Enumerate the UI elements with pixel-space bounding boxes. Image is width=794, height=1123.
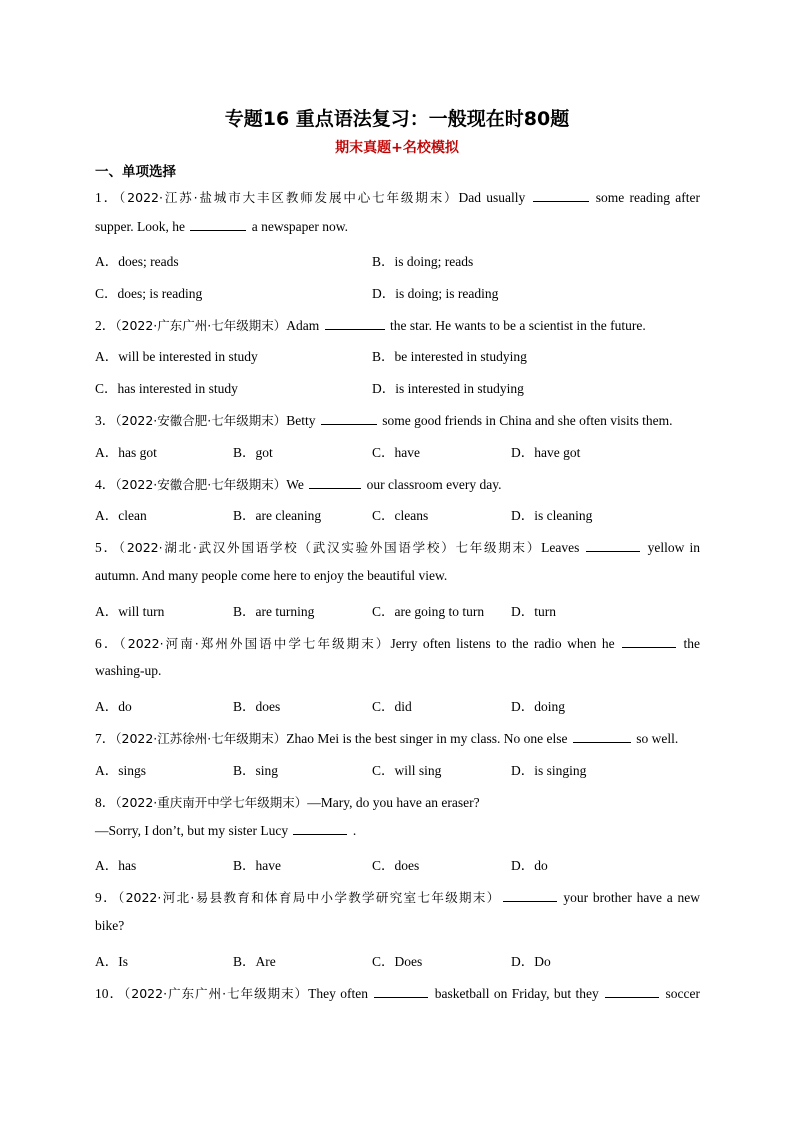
answer-blank[interactable] bbox=[605, 985, 659, 998]
question-stem: soccer bbox=[665, 986, 700, 1001]
answer-blank[interactable] bbox=[622, 635, 676, 648]
option-c[interactable]: C．cleans bbox=[372, 508, 429, 523]
answer-blank[interactable] bbox=[374, 985, 428, 998]
question-source: （2022·广东广州·七年级期末） bbox=[124, 986, 309, 1001]
question-number: 6． bbox=[95, 636, 120, 651]
question-stem: some good friends in China and she often visits them. bbox=[382, 413, 673, 428]
question-stem: supper. Look, he bbox=[95, 219, 185, 234]
answer-blank[interactable] bbox=[309, 476, 361, 489]
question-5-line-1 bbox=[95, 536, 700, 556]
option-d[interactable]: D．doing bbox=[511, 699, 565, 714]
question-8-line-1 bbox=[95, 791, 700, 811]
option-b[interactable]: B．be interested in studying bbox=[372, 349, 527, 364]
question-number: 7． bbox=[95, 731, 116, 746]
option-d[interactable]: D．is singing bbox=[511, 763, 587, 778]
answer-blank[interactable] bbox=[573, 730, 631, 743]
option-a[interactable]: A．has got bbox=[95, 445, 157, 460]
question-stem: your brother have a new bbox=[563, 890, 700, 905]
question-source: （2022·广东广州·七年级期末） bbox=[115, 318, 287, 333]
question-source: （2022·安徽合肥·七年级期末） bbox=[115, 477, 287, 492]
option-c[interactable]: C．Does bbox=[372, 954, 423, 969]
answer-blank[interactable] bbox=[533, 189, 589, 202]
question-stem: Betty bbox=[286, 413, 316, 428]
question-4-line-1 bbox=[95, 473, 700, 493]
page-subtitle: 期末真题+名校模拟 bbox=[335, 140, 459, 156]
option-d[interactable]: D．turn bbox=[511, 604, 556, 619]
question-stem: We bbox=[286, 477, 304, 492]
question-source: （2022·河南·郑州外国语中学七年级期末） bbox=[119, 636, 391, 651]
option-d[interactable]: D．do bbox=[511, 858, 548, 873]
question-stem: Jerry often listens to the radio when he bbox=[390, 636, 615, 651]
option-a[interactable]: A．clean bbox=[95, 508, 147, 523]
option-d[interactable]: D．Do bbox=[511, 954, 551, 969]
question-10-line-1 bbox=[95, 982, 700, 1002]
option-a[interactable]: A．do bbox=[95, 699, 132, 714]
option-d[interactable]: D．is cleaning bbox=[511, 508, 593, 523]
option-b[interactable]: B．are cleaning bbox=[233, 508, 322, 523]
question-number: 2． bbox=[95, 318, 116, 333]
option-d[interactable]: D．is interested in studying bbox=[372, 381, 524, 396]
question-number: 5． bbox=[95, 540, 119, 555]
question-3-line-1 bbox=[95, 409, 700, 429]
question-stem: —Mary, do you have an eraser? bbox=[307, 795, 480, 810]
option-a[interactable]: A．does; reads bbox=[95, 254, 179, 269]
option-b[interactable]: B．does bbox=[233, 699, 281, 714]
question-stem: bike? bbox=[95, 918, 125, 933]
question-stem: so well. bbox=[636, 731, 679, 746]
question-6-line-2 bbox=[95, 663, 700, 679]
question-6-line-1 bbox=[95, 632, 700, 652]
question-stem: They often bbox=[308, 986, 368, 1001]
question-stem: the bbox=[683, 636, 700, 651]
question-stem: Dad usually bbox=[458, 190, 526, 205]
question-number: 3． bbox=[95, 413, 116, 428]
question-1-line-1 bbox=[95, 186, 700, 206]
option-c[interactable]: C．does bbox=[372, 858, 420, 873]
question-source: （2022·重庆南开中学七年级期末） bbox=[115, 795, 308, 810]
option-b[interactable]: B．have bbox=[233, 858, 281, 873]
option-b[interactable]: B．got bbox=[233, 445, 273, 460]
section-heading: 一、单项选择 bbox=[95, 164, 176, 180]
question-number: 10． bbox=[95, 986, 125, 1001]
question-source: （2022·安徽合肥·七年级期末） bbox=[115, 413, 287, 428]
question-stem: . bbox=[352, 823, 357, 838]
question-stem: —Sorry, I don’t, but my sister Lucy bbox=[95, 823, 289, 838]
question-8-line-2 bbox=[95, 822, 700, 839]
answer-blank[interactable] bbox=[293, 822, 347, 835]
question-source: （2022·江苏·盐城市大丰区教师发展中心七年级期末） bbox=[119, 190, 459, 205]
question-5-line-2 bbox=[95, 568, 700, 584]
question-stem: washing-up. bbox=[95, 663, 162, 678]
question-number: 4． bbox=[95, 477, 116, 492]
question-number: 1． bbox=[95, 190, 120, 205]
option-a[interactable]: A．will turn bbox=[95, 604, 165, 619]
question-source: （2022·河北·易县教育和体育局中小学教学研究室七年级期末） bbox=[117, 890, 501, 905]
option-b[interactable]: B．is doing; reads bbox=[372, 254, 474, 269]
question-stem: a newspaper now. bbox=[251, 219, 348, 234]
question-9-line-1 bbox=[95, 886, 700, 906]
option-b[interactable]: B．are turning bbox=[233, 604, 315, 619]
question-stem: Zhao Mei is the best singer in my class. No one else bbox=[286, 731, 568, 746]
answer-blank[interactable] bbox=[190, 218, 246, 231]
option-b[interactable]: B．Are bbox=[233, 954, 276, 969]
question-source: （2022·湖北·武汉外国语学校（武汉实验外国语学校）七年级期末） bbox=[118, 540, 542, 555]
answer-blank[interactable] bbox=[321, 412, 377, 425]
option-c[interactable]: C．does; is reading bbox=[95, 286, 203, 301]
question-source: （2022·江苏徐州·七年级期末） bbox=[115, 731, 287, 746]
option-c[interactable]: C．will sing bbox=[372, 763, 442, 778]
question-stem: the star. He wants to be a scientist in the future. bbox=[390, 318, 646, 333]
question-stem: our classroom every day. bbox=[366, 477, 502, 492]
question-7-line-1 bbox=[95, 727, 700, 747]
option-a[interactable]: A．sings bbox=[95, 763, 147, 778]
option-d[interactable]: D．is doing; is reading bbox=[372, 286, 499, 301]
question-number: 9． bbox=[95, 890, 118, 905]
question-9-line-2 bbox=[95, 918, 700, 934]
question-stem: some reading after bbox=[595, 190, 700, 205]
option-a[interactable]: A．Is bbox=[95, 954, 128, 969]
option-b[interactable]: B．sing bbox=[233, 763, 279, 778]
question-stem: basketball on Friday, but they bbox=[434, 986, 599, 1001]
question-number: 8． bbox=[95, 795, 116, 810]
option-a[interactable]: A．will be interested in study bbox=[95, 349, 258, 364]
option-c[interactable]: C．have bbox=[372, 445, 420, 460]
question-2-line-1 bbox=[95, 314, 700, 334]
question-stem: Leaves bbox=[541, 540, 580, 555]
option-c[interactable]: C．has interested in study bbox=[95, 381, 238, 396]
page-title: 专题16 重点语法复习：一般现在时80题 bbox=[224, 108, 570, 130]
option-d[interactable]: D．have got bbox=[511, 445, 581, 460]
question-stem: Adam bbox=[286, 318, 320, 333]
question-stem: yellow in bbox=[647, 540, 700, 555]
answer-blank[interactable] bbox=[503, 889, 557, 902]
option-c[interactable]: C．are going to turn bbox=[372, 604, 485, 619]
question-1-line-2 bbox=[95, 218, 700, 235]
option-a[interactable]: A．has bbox=[95, 858, 137, 873]
option-c[interactable]: C．did bbox=[372, 699, 412, 714]
answer-blank[interactable] bbox=[325, 317, 385, 330]
answer-blank[interactable] bbox=[586, 539, 640, 552]
question-stem: autumn. And many people come here to enjoy the beautiful view. bbox=[95, 568, 448, 583]
